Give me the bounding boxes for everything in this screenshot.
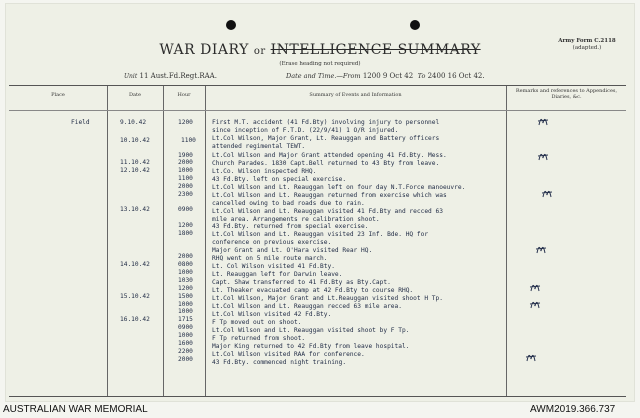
event-line: Lt. Col Wilson visited 41 Fd.Bty. xyxy=(212,263,335,270)
event-line: Lt.Col Wilson, Major Grant and Lt.Reauggan visited shoot H Tp. xyxy=(212,295,443,302)
hour-cell: 1030 xyxy=(178,277,193,284)
hour-cell: 1100 xyxy=(181,137,196,144)
hour-cell: 1500 xyxy=(178,293,193,300)
initials-mark xyxy=(529,297,541,311)
hour-cell: 1715 xyxy=(178,316,193,323)
event-line: Lt. Theaker evacuated camp at 42 Fd.Bty to course RHQ. xyxy=(212,287,414,294)
col-header-summary: Summary of Events and Information xyxy=(309,92,402,98)
hour-cell: 1000 xyxy=(178,301,193,308)
event-line: Lt.Col Wilson and Lt. Reauggan recced 63 mile area. xyxy=(212,303,402,310)
event-line: Lt.Col Wilson and Lt. Reauggan visited shoot by F Tp. xyxy=(212,327,410,334)
event-line: Major Grant and Lt. O'Hara visited Rear HQ. xyxy=(212,247,373,254)
event-line: mile area. Arrangements re calibration shoot. xyxy=(212,216,380,223)
initials-mark xyxy=(535,242,547,256)
form-title xyxy=(6,42,634,58)
date-cell: 16.10.42 xyxy=(120,316,150,323)
event-line: First M.T. accident (41 Fd.Bty) involving injury to personnel xyxy=(212,119,440,126)
date-cell: 11.10.42 xyxy=(120,159,150,166)
event-line: Lt.Col Wilson and Major Grant attended opening 41 Fd.Bty. Mess. xyxy=(212,152,447,159)
date-cell: 12.10.42 xyxy=(120,167,150,174)
hour-cell: 1200 xyxy=(178,119,193,126)
hour-cell: 2300 xyxy=(178,191,193,198)
date-cell: 9.10.42 xyxy=(120,119,147,126)
date-cell: 13.10.42 xyxy=(120,206,150,213)
footer-archive-name: AUSTRALIAN WAR MEMORIAL xyxy=(3,404,148,415)
punch-hole xyxy=(226,20,236,30)
date-cell: 14.10.42 xyxy=(120,261,150,268)
date-from: 1200 9 Oct 42 xyxy=(362,72,414,80)
hour-cell: 1200 xyxy=(178,285,193,292)
initials-mark xyxy=(541,186,553,200)
event-line: Lt.Col Wilson visited RAA for conference. xyxy=(212,351,365,358)
event-line: Lt.Co. Wilson inspected RHQ. xyxy=(212,168,317,175)
hour-cell: 0900 xyxy=(178,206,193,213)
hour-cell: 1200 xyxy=(178,222,193,229)
to-label: To xyxy=(417,72,426,80)
army-form-adapted: (adapted.) xyxy=(572,45,602,51)
title-intelligence-summary: INTELLIGENCE SUMMARY xyxy=(270,42,481,58)
unit-line xyxy=(124,72,217,80)
unit-value: 11 Aust.Fd.Regt.RAA. xyxy=(139,72,217,80)
event-line: Lt.Col Wilson, Major Grant, Lt. Reauggan and Battery officers xyxy=(212,135,440,142)
hour-cell: 1100 xyxy=(178,175,193,182)
event-line: Lt.Col Wilson and Lt. Reauggan left on four day N.T.Force manoeuvre. xyxy=(212,184,466,191)
col-header-hour: Hour xyxy=(177,92,191,98)
event-line: F Tp moved out on shoot. xyxy=(212,319,302,326)
event-line: Lt.Col Wilson and Lt. Reauggan visited 41 Fd.Bty and recced 63 xyxy=(212,208,443,215)
initials-mark xyxy=(525,350,537,364)
hour-cell: 0800 xyxy=(178,261,193,268)
event-line: conference on previous exercise. xyxy=(212,239,332,246)
event-line: F Tp returned from shoot. xyxy=(212,335,306,342)
col-header-place: Place xyxy=(51,92,65,98)
date-time-line xyxy=(286,72,485,80)
hour-cell: 1000 xyxy=(178,308,193,315)
unit-label: Unit xyxy=(124,73,138,80)
event-line: Capt. Shaw transferred to 41 Fd.Bty as Bty.Capt. xyxy=(212,279,391,286)
army-form-number: Army Form C.2118 xyxy=(558,38,616,44)
column-divider xyxy=(163,86,164,396)
hour-cell: 2000 xyxy=(178,356,193,363)
date-to: 2400 16 Oct 42. xyxy=(427,72,485,80)
hour-cell: 2000 xyxy=(178,253,193,260)
hour-cell: 1000 xyxy=(178,269,193,276)
col-header-remarks: Remarks and references to Appendices, Diaries, &c. xyxy=(515,88,618,100)
date-cell: 15.10.42 xyxy=(120,293,150,300)
hour-cell: 1800 xyxy=(178,230,193,237)
hour-cell: 1000 xyxy=(178,332,193,339)
punch-hole xyxy=(410,20,420,30)
event-line: RHQ went on 5 mile route march. xyxy=(212,255,328,262)
event-line: Lt.Col Wilson and Lt. Reauggan returned from exercise which was xyxy=(212,192,447,199)
hour-cell: 1600 xyxy=(178,340,193,347)
event-line: Lt.Col Wilson visited 42 Fd.Bty. xyxy=(212,311,332,318)
initials-mark xyxy=(537,114,549,128)
diary-table xyxy=(9,85,626,397)
column-divider xyxy=(506,86,507,396)
hour-cell: 1000 xyxy=(178,167,193,174)
hour-cell: 1900 xyxy=(178,152,193,159)
army-form-label xyxy=(546,38,628,52)
header-divider xyxy=(9,110,626,111)
event-line: Lt.Col Wilson and Lt. Reauggan visited 23 Inf. Bde. HQ for xyxy=(212,231,429,238)
event-line: cancelled owing to bad roads due to rain. xyxy=(212,200,365,207)
title-or: or xyxy=(253,46,266,57)
date-time-label: Date and Time.—From xyxy=(286,72,361,80)
hour-cell: 2000 xyxy=(178,183,193,190)
event-line: 43 Fd.Bty. returned from special exercise. xyxy=(212,223,369,230)
event-line: Lt. Reauggan left for Darwin leave. xyxy=(212,271,343,278)
event-line: Major King returned to 42 Fd.Bty from leave hospital. xyxy=(212,343,410,350)
hour-cell: 2000 xyxy=(178,159,193,166)
erase-note: (Erase heading not required) xyxy=(279,61,361,67)
event-line: 43 Fd.Bty. left on special exercise. xyxy=(212,176,347,183)
hour-cell: 0900 xyxy=(178,324,193,331)
col-header-date: Date xyxy=(129,92,141,98)
column-divider xyxy=(107,86,108,396)
event-line: Church Parades. 1830 Capt.Bell returned to 43 Bty from leave. xyxy=(212,160,440,167)
event-line: since inception of F.T.D. (22/9/41) 1 O/R injured. xyxy=(212,127,399,134)
initials-mark xyxy=(529,280,541,294)
title-war-diary: WAR DIARY xyxy=(159,42,249,58)
column-divider xyxy=(205,86,206,396)
initials-mark xyxy=(537,149,549,163)
footer-accession-number: AWM2019.366.737 xyxy=(530,404,616,415)
place-cell: Field xyxy=(71,119,90,126)
event-line: attended regimental TEWT. xyxy=(212,143,306,150)
hour-cell: 2200 xyxy=(178,348,193,355)
date-cell: 10.10.42 xyxy=(120,137,150,144)
diary-page xyxy=(6,4,634,401)
event-line: 43 Fd.Bty. commenced night training. xyxy=(212,359,347,366)
